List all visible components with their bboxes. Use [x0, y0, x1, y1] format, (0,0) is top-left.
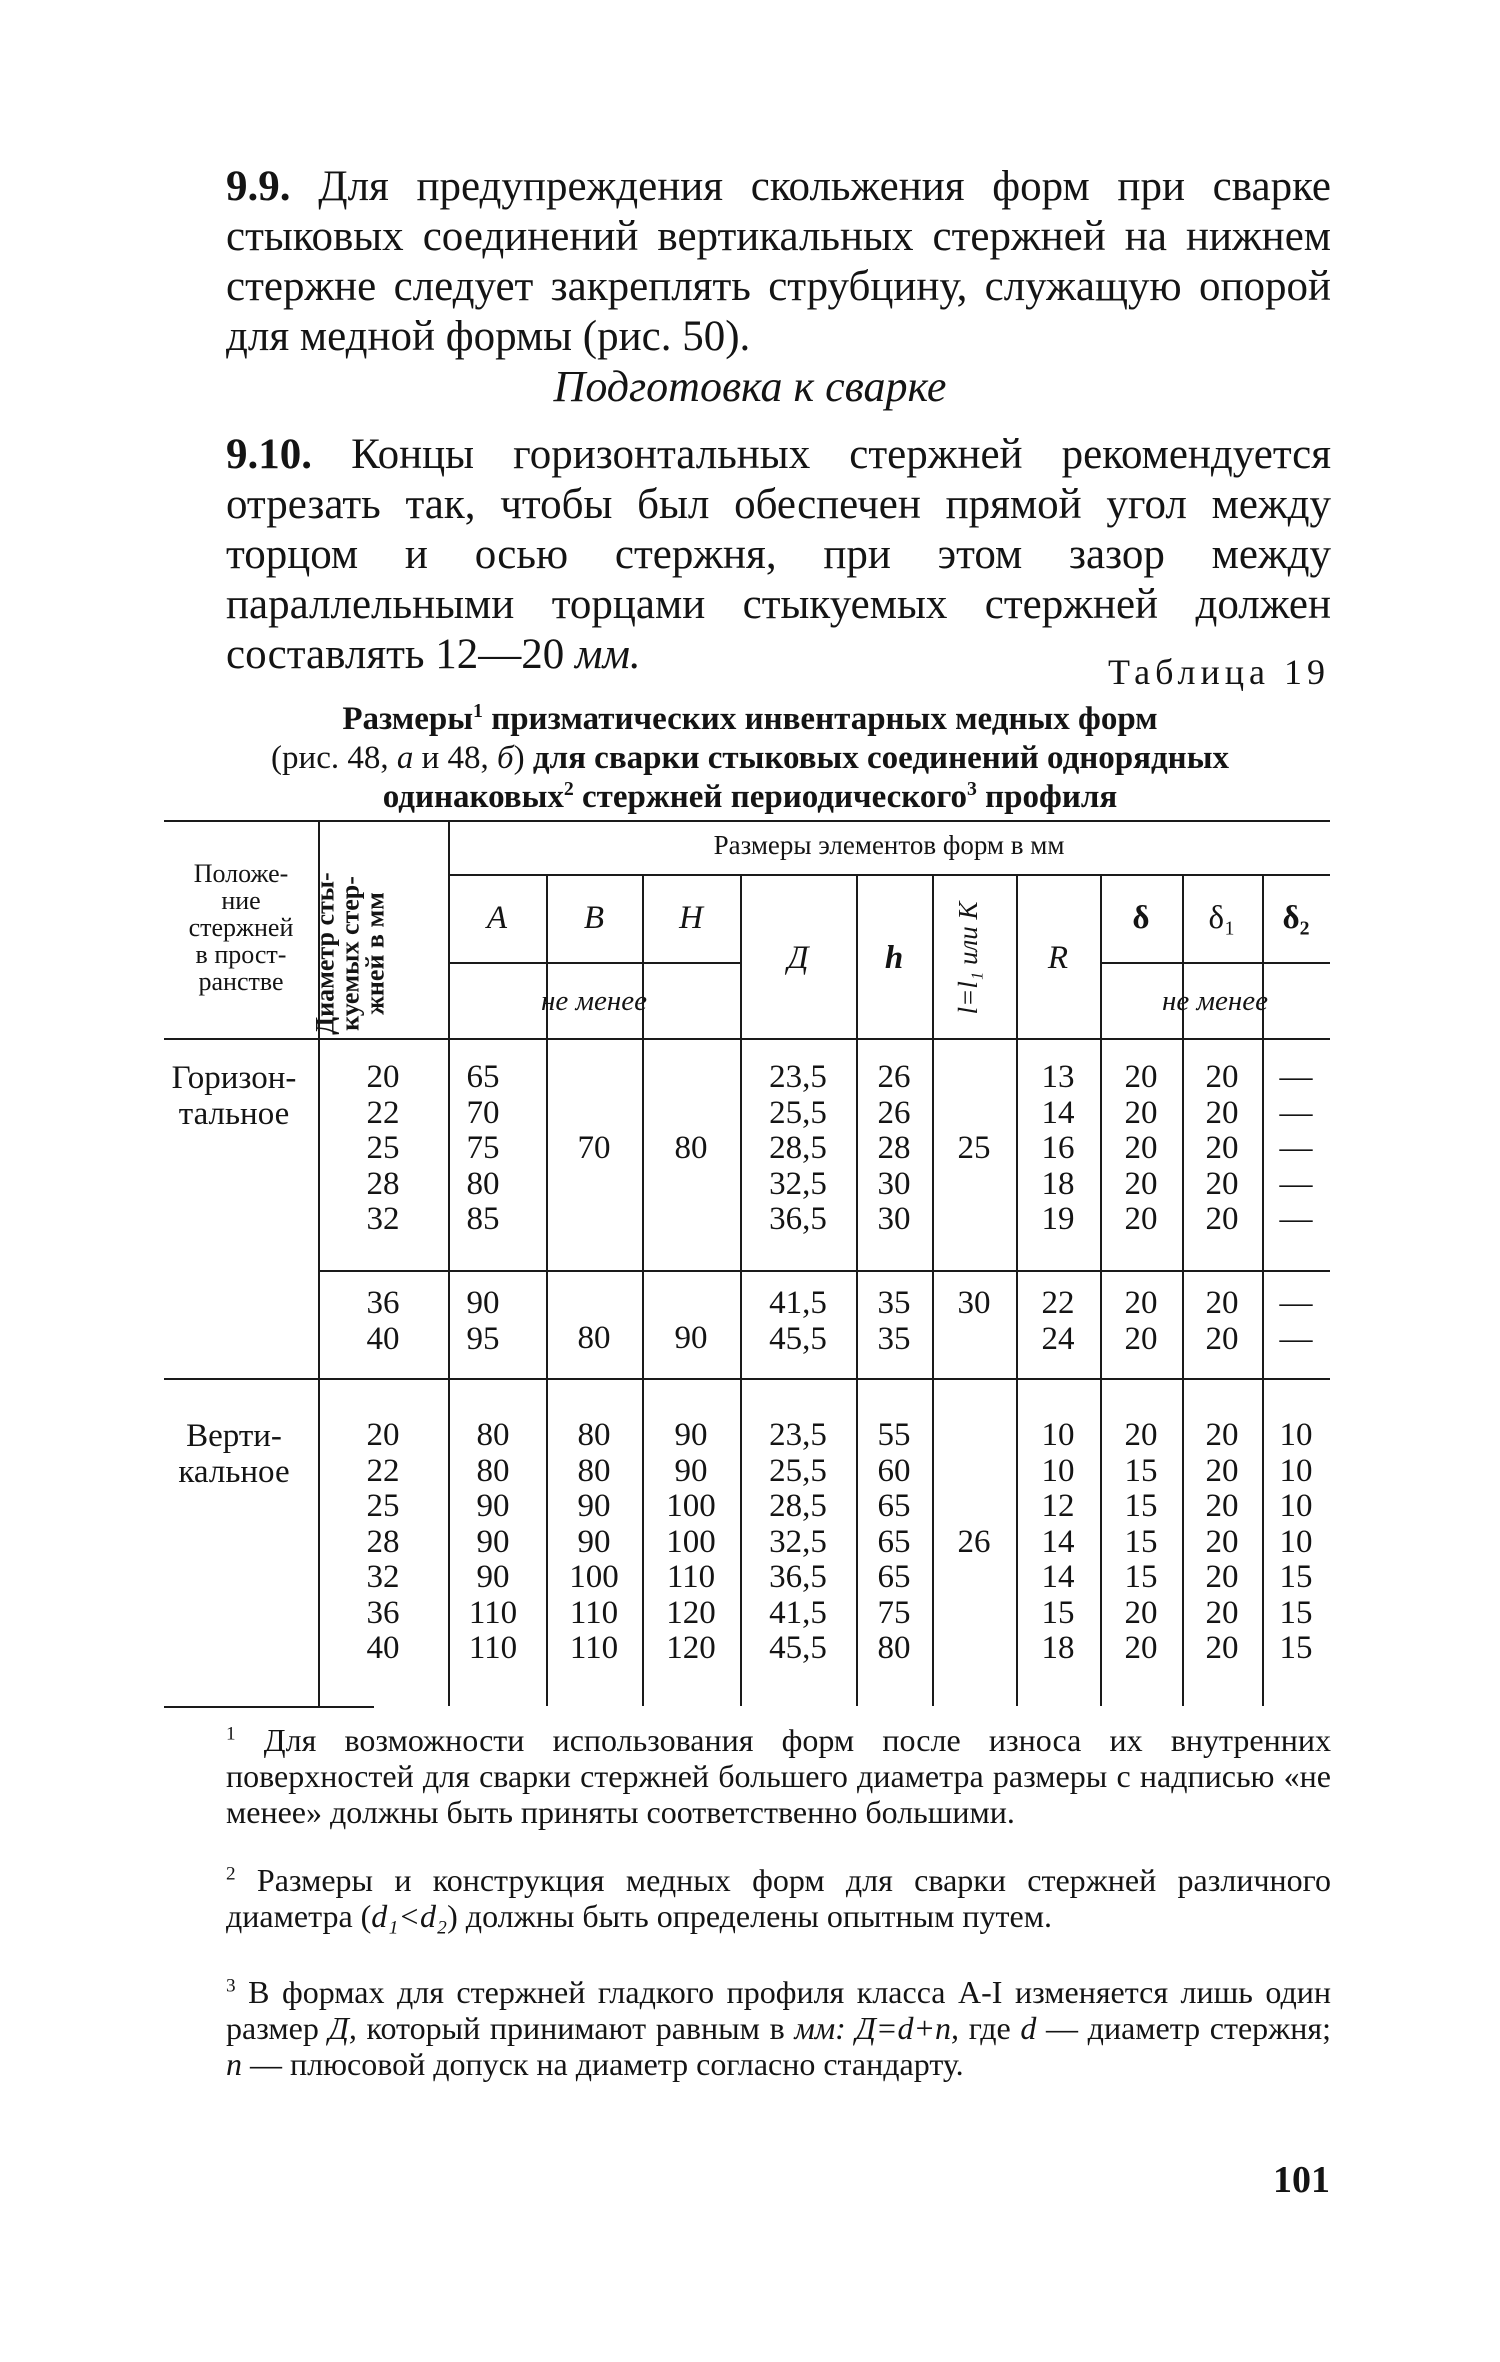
caption-text: Размеры — [342, 701, 474, 737]
table-subhead-rule — [448, 962, 740, 964]
caption-text: призматических инвентарных медных форм — [491, 701, 1158, 737]
paragraph-number: 9.9. — [226, 163, 291, 210]
cell-delta2: 10 10 10 10 15 15 15 — [1279, 1417, 1313, 1666]
header-not-less: не менее — [1161, 985, 1269, 1017]
footnote-text: — плюсовой допуск на диаметр согласно стандарту. — [250, 2046, 964, 2082]
cell-delta2: — — — [1279, 1285, 1313, 1357]
header-col-B: В — [583, 900, 605, 936]
caption-text: (рис. 48, — [271, 740, 389, 776]
table-subhead-rule — [1100, 962, 1330, 964]
footnote-ref: 2 — [563, 778, 574, 800]
cell-delta1: 20 20 — [1205, 1285, 1239, 1357]
caption-text: одинаковых — [382, 779, 564, 815]
header-col-h: h — [884, 940, 904, 976]
footnote-mark: 2 — [226, 1863, 236, 1885]
header-not-less: не менее — [540, 985, 648, 1017]
page-number: 101 — [1273, 2159, 1330, 2201]
cell-delta1: 20 20 20 20 20 20 20 — [1205, 1417, 1239, 1666]
row-label-vertical: Верти- кальное — [178, 1418, 290, 1490]
caption-text: для сварки стыковых соединений однорядных — [532, 740, 1229, 776]
cell-l: 25 — [957, 1130, 991, 1166]
caption-text: ) — [513, 740, 525, 776]
cell-R: 10 10 12 14 14 15 18 — [1041, 1417, 1075, 1666]
cell-h: 26 26 28 30 30 — [877, 1059, 911, 1237]
paragraph-number: 9.10. — [226, 431, 312, 478]
cell-A: 90 95 — [466, 1285, 500, 1357]
footnote-text: Размеры и конструкция медных форм для сварки стержней различного диаметра ( — [226, 1862, 1331, 1934]
header-col-delta1: δ₁ — [1208, 900, 1236, 936]
table-number: Таблица 19 — [1108, 652, 1330, 692]
cell-delta2: — — — — — — [1279, 1059, 1313, 1237]
header-position: Положе- ние стержней в прост- ранстве — [188, 859, 294, 996]
cell-h: 55 60 65 65 65 75 80 — [877, 1417, 911, 1666]
cell-B: 70 — [577, 1130, 611, 1166]
cell-l: 26 — [957, 1524, 991, 1560]
cell-diameter: 20 22 25 28 32 — [366, 1059, 400, 1237]
cell-delta: 20 15 15 15 15 20 20 — [1124, 1417, 1158, 1666]
cell-D: 41,5 45,5 — [769, 1285, 827, 1357]
footnote-2 — [226, 1862, 1331, 1934]
header-element-sizes: Размеры элементов форм в мм — [713, 830, 1065, 860]
table-group-rule — [448, 874, 1330, 876]
paragraph-text: Для предупреждения скольжения форм при сварке стыковых соединений вертикальных стержней на нижнем стержне следует закреплять струбцину, служащую опорой для медной формы (рис. 50). — [226, 163, 1331, 360]
cell-H: 90 — [674, 1320, 708, 1356]
footnote-mark: 1 — [226, 1723, 236, 1745]
footnote-text: ) должны быть определены опытным путем. — [447, 1898, 1052, 1934]
footnote-text: n — [226, 2046, 242, 2082]
footnote-text: Для возможности использования форм после износа их внутренних поверхностей для сварки стержней большего диаметра размеры с надписью «не менее» должны быть приняты соответственно большими. — [226, 1722, 1332, 1830]
cell-H: 90 90 100 100 110 120 120 — [666, 1417, 716, 1666]
header-col-delta2: δ₂ — [1282, 900, 1310, 936]
cell-A: 80 80 90 90 90 110 110 — [468, 1417, 518, 1666]
cell-diameter: 20 22 25 28 32 36 40 — [366, 1417, 400, 1666]
cell-H: 80 — [674, 1130, 708, 1166]
header-diameter: Диаметр сты- куемых стер- жней в мм — [310, 872, 390, 1035]
footnote-text: В формах для стержней гладкого профиля класса А-I изменяется лишь один размер — [226, 1974, 1332, 2046]
header-col-R: R — [1047, 940, 1069, 976]
header-col-delta: δ — [1132, 900, 1150, 936]
header-col-H: Н — [679, 900, 703, 936]
cell-D: 23,5 25,5 28,5 32,5 36,5 41,5 45,5 — [769, 1417, 827, 1666]
caption-text: б — [497, 740, 514, 776]
header-col-A: А — [486, 900, 508, 936]
footnote-text: где — [968, 2010, 1011, 2046]
footnote-text: мм: — [794, 2010, 846, 2046]
table-group-divider — [318, 1270, 1330, 1272]
unit-text: мм. — [575, 631, 641, 678]
footnote-separator — [164, 1706, 374, 1708]
cell-h: 35 35 — [877, 1285, 911, 1357]
caption-text: и 48, — [421, 740, 489, 776]
cell-delta: 20 20 — [1124, 1285, 1158, 1357]
row-label-horizontal: Горизон- тальное — [171, 1060, 297, 1132]
header-col-D: Д — [787, 940, 809, 976]
cell-A: 65 70 75 80 85 — [466, 1059, 500, 1237]
cell-delta1: 20 20 20 20 20 — [1205, 1059, 1239, 1237]
caption-text: стержней периодического — [581, 779, 968, 815]
footnote-text: который принимают равным в — [366, 2010, 785, 2046]
section-subheading: Подготовка к сварке — [553, 362, 947, 411]
cell-R: 13 14 16 18 19 — [1041, 1059, 1075, 1237]
cell-diameter: 36 40 — [366, 1285, 400, 1357]
footnote-text: Д, — [328, 2010, 357, 2046]
paragraph-text: Концы горизонтальных стержней рекомендуется отрезать так, чтобы был обеспечен прямой угол между торцом и осью стержня, при этом зазор между параллельными торцами стыкуемых стержней должен составлять 12—20 — [226, 431, 1332, 678]
table-top-rule — [164, 820, 1330, 822]
footnote-text: — диаметр стержня; — [1046, 2010, 1331, 2046]
footnote-text: Д=d+n, — [855, 2010, 960, 2046]
footnote-text: d — [1020, 2010, 1037, 2046]
footnote-3 — [226, 1974, 1331, 2082]
caption-text: профиля — [985, 779, 1118, 815]
cell-B: 80 — [577, 1320, 611, 1356]
footnote-ref: 3 — [967, 778, 977, 800]
caption-text: а — [396, 740, 414, 776]
cell-l: 30 — [957, 1285, 991, 1321]
footnote-mark: 3 — [226, 1975, 236, 1997]
header-col-l: l=l₁ или К — [953, 901, 983, 1015]
footnote-ref: 1 — [473, 700, 483, 722]
cell-delta: 20 20 20 20 20 — [1124, 1059, 1158, 1237]
table-section-divider — [164, 1378, 1330, 1380]
cell-R: 22 24 — [1041, 1285, 1075, 1357]
footnote-text: d₁<d₂ — [371, 1898, 448, 1934]
cell-D: 23,5 25,5 28,5 32,5 36,5 — [769, 1059, 827, 1237]
footnote-1 — [226, 1722, 1331, 1830]
cell-B: 80 80 90 90 100 110 110 — [569, 1417, 619, 1666]
